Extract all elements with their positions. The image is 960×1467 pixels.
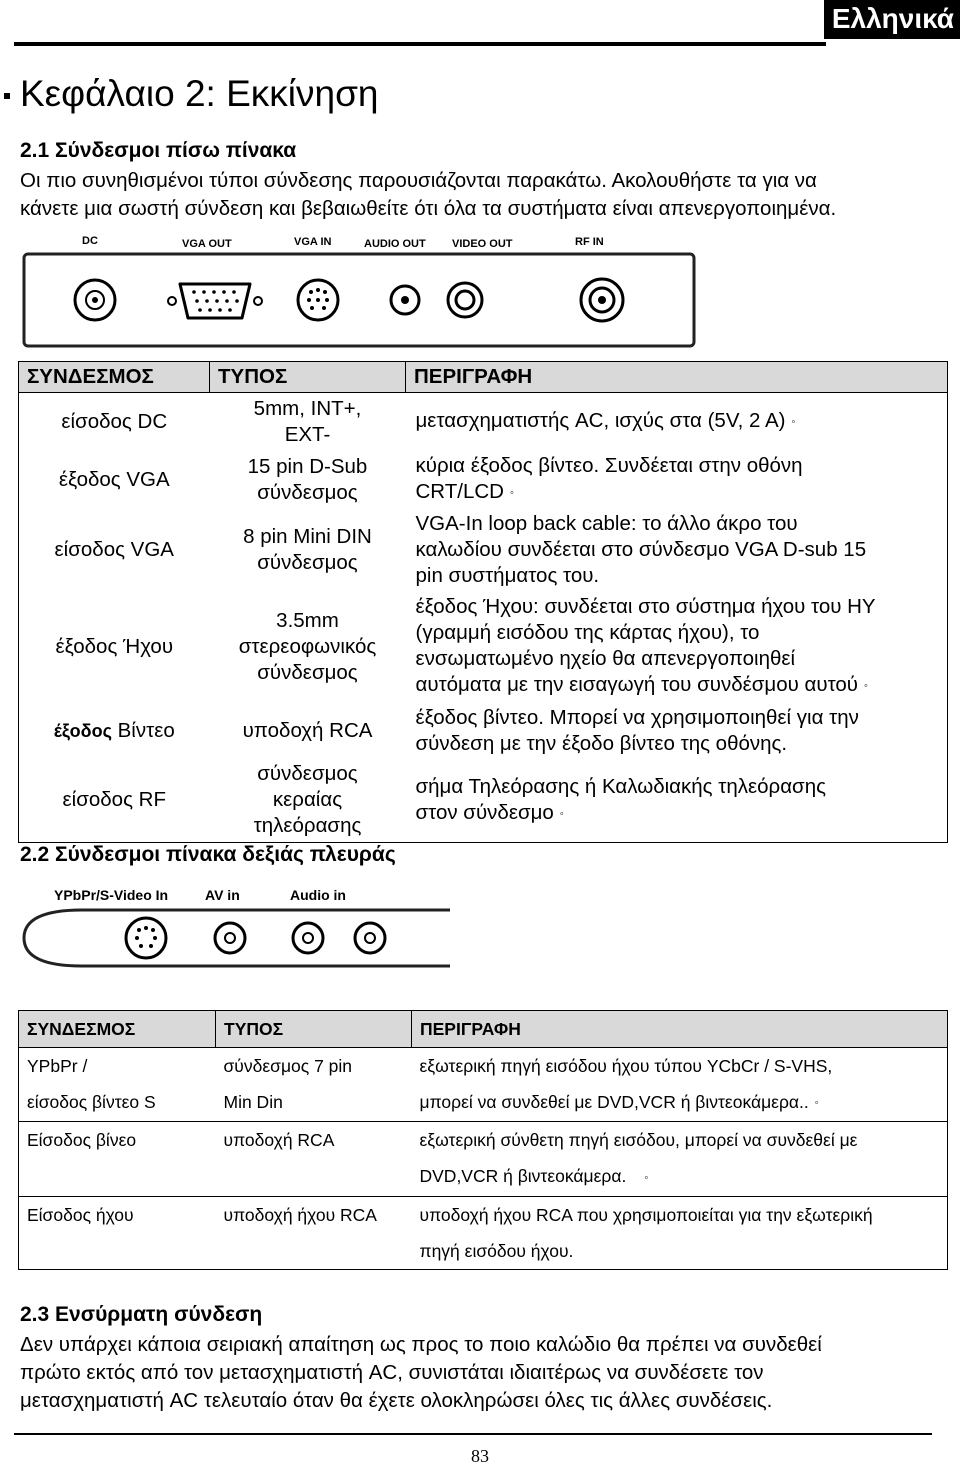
table-row xyxy=(19,1048,948,1122)
connector-cell: Είσοδος ήχου xyxy=(19,1196,216,1269)
bottom-rule xyxy=(14,1433,932,1435)
connector-cell: έξοδος VGA xyxy=(19,451,210,509)
description-cell: VGA-In loop back cable: το άλλο άκρο του καλωδίου συνδέεται στο σύνδεσμο VGA D-sub 15 pin συστήματος του. xyxy=(406,509,948,591)
intro-line-2: κάνετε μια σωστή σύνδεση και βεβαιωθείτε ότι όλα τα συστήματα είναι απενεργοποιημένα. xyxy=(20,197,837,220)
type-cell: σύνδεσμος κεραίας τηλεόρασης xyxy=(210,759,406,843)
description-cell: κύρια έξοδος βίντεο. Συνδέεται στην οθόνη CRT/LCD ◦ xyxy=(406,451,948,509)
side-table-header-description: ΠΕΡΙΓΡΑΦΗ xyxy=(412,1011,948,1048)
connector-cell: έξοδος Ήχου xyxy=(19,591,210,703)
wired-line-1: Δεν υπάρχει κάποια σειριακή απαίτηση ως προς το ποιο καλώδιο θα πρέπει να συνδεθεί xyxy=(20,1333,822,1356)
side-label-av-in: AV in xyxy=(205,887,240,903)
side-label-audio-in: Audio in xyxy=(290,887,346,903)
rear-label-dc: DC xyxy=(82,235,98,247)
type-cell: υποδοχή RCA xyxy=(242,718,373,742)
description-cell: εξωτερική σύνθετη πηγή εισόδου, μπορεί να συνδεθεί με DVD,VCR ή βιντεοκάμερα. ◦ xyxy=(412,1122,948,1196)
type-cell: σύνδεσμος 7 pin Min Din xyxy=(216,1048,412,1122)
description-cell: έξοδος Ήχου: συνδέεται στο σύστημα ήχου του ΗΥ (γραμμή εισόδου της κάρτας ήχου), το ενσωματωμένο ηχείο θα απενεργοποιηθεί αυτόματα με την εισαγωγή του συνδέσμου αυτού ◦ xyxy=(406,591,948,703)
wired-line-3: μετασχηματιστή AC τελευταίο όταν θα έχετε ολοκληρώσει όλες τις άλλες συνδέσεις. xyxy=(20,1389,773,1412)
side-connectors-table xyxy=(18,1010,948,1270)
connector-cell: έξοδος Βίντεο xyxy=(19,703,210,759)
description-cell: έξοδος βίντεο. Μπορεί να χρησιμοποιηθεί για την σύνδεση με την έξοδο βίντεο της οθόνης. xyxy=(406,703,948,759)
audio-in-left-jack-icon xyxy=(293,923,323,953)
rear-table-header-type: ΤΥΠΟΣ xyxy=(210,362,406,393)
description-cell: εξωτερική πηγή εισόδου ήχου τύπου YCbCr / S-VHS, μπορεί να συνδεθεί με DVD,VCR ή βιντεοκάμερα.. ◦ xyxy=(412,1048,948,1122)
rear-label-audio-out: AUDIO OUT xyxy=(364,238,426,250)
connector-cell: είσοδος DC xyxy=(19,393,210,451)
side-table-header-connector: ΣΥΝΔΕΣΜΟΣ xyxy=(19,1011,216,1048)
rear-label-vga-out: VGA OUT xyxy=(182,238,232,250)
rear-table-header-connector: ΣΥΝΔΕΣΜΟΣ xyxy=(19,362,210,393)
type-cell: 15 pin D-Sub σύνδεσμος xyxy=(247,454,368,504)
chapter-title: Κεφάλαιο 2: Εκκίνηση xyxy=(20,73,379,114)
side-panel-illustration xyxy=(22,880,452,972)
rear-panel-illustration xyxy=(22,228,698,350)
type-cell: 3.5mm στερεοφωνικός σύνδεσμος xyxy=(238,608,377,684)
type-cell: υποδοχή RCA xyxy=(216,1122,412,1196)
description-cell: μετασχηματιστής AC, ισχύς στα (5V, 2 A) ◦ xyxy=(406,393,948,451)
section-heading-rear: 2.1 Σύνδεσμοι πίσω πίνακα xyxy=(20,139,297,162)
table-row xyxy=(19,591,948,703)
connector-cell: είσοδος RF xyxy=(19,759,210,843)
rear-label-vga-in: VGA IN xyxy=(294,236,332,248)
rear-connectors-table xyxy=(18,361,948,843)
table-row xyxy=(19,1122,948,1196)
top-rule xyxy=(14,42,826,46)
side-label-ypbpr: YPbPr/S-Video In xyxy=(54,887,169,903)
table-row xyxy=(19,759,948,843)
connector-cell: YPbPr / είσοδος βίντεο S xyxy=(19,1048,216,1122)
rear-label-rf-in: RF IN xyxy=(575,236,604,248)
section-heading-side: 2.2 Σύνδεσμοι πίνακα δεξιάς πλευράς xyxy=(20,843,396,866)
page-number: 83 xyxy=(471,1446,489,1466)
table-row xyxy=(19,703,948,759)
table-row xyxy=(19,509,948,591)
av-in-jack-icon xyxy=(215,923,245,953)
wired-line-2: πρώτο εκτός από τον μετασχηματιστή AC, συνιστάται ιδιαιτέρως να συνδέσετε τον xyxy=(20,1361,764,1384)
table-row xyxy=(19,451,948,509)
table-row xyxy=(19,1196,948,1269)
description-cell: υποδοχή ήχου RCA που χρησιμοποιείται για την εξωτερική πηγή εισόδου ήχου. xyxy=(412,1196,948,1269)
rear-label-video-out: VIDEO OUT xyxy=(452,238,513,250)
connector-cell: Είσοδος βίνεο xyxy=(19,1122,216,1196)
side-table-header-type: ΤΥΠΟΣ xyxy=(216,1011,412,1048)
language-badge: Ελληνικά xyxy=(824,0,960,39)
rear-table-header-description: ΠΕΡΙΓΡΑΦΗ xyxy=(406,362,948,393)
type-cell: υποδοχή ήχου RCA xyxy=(216,1196,412,1269)
chapter-bullet-icon xyxy=(4,93,10,99)
section-heading-wired: 2.3 Ενσύρματη σύνδεση xyxy=(20,1303,263,1326)
type-cell: 8 pin Mini DIN σύνδεσμος xyxy=(243,524,372,574)
intro-line-1: Οι πιο συνηθισμένοι τύποι σύνδεσης παρουσιάζονται παρακάτω. Ακολουθήστε τα για να xyxy=(20,169,817,192)
connector-cell: είσοδος VGA xyxy=(19,509,210,591)
s-video-port-icon xyxy=(126,918,166,958)
table-row xyxy=(19,393,948,451)
audio-in-right-jack-icon xyxy=(355,923,385,953)
description-cell: σήμα Τηλεόρασης ή Καλωδιακής τηλεόρασης στον σύνδεσμο ◦ xyxy=(406,759,948,843)
type-cell: 5mm, INT+, EXT- xyxy=(253,396,362,446)
